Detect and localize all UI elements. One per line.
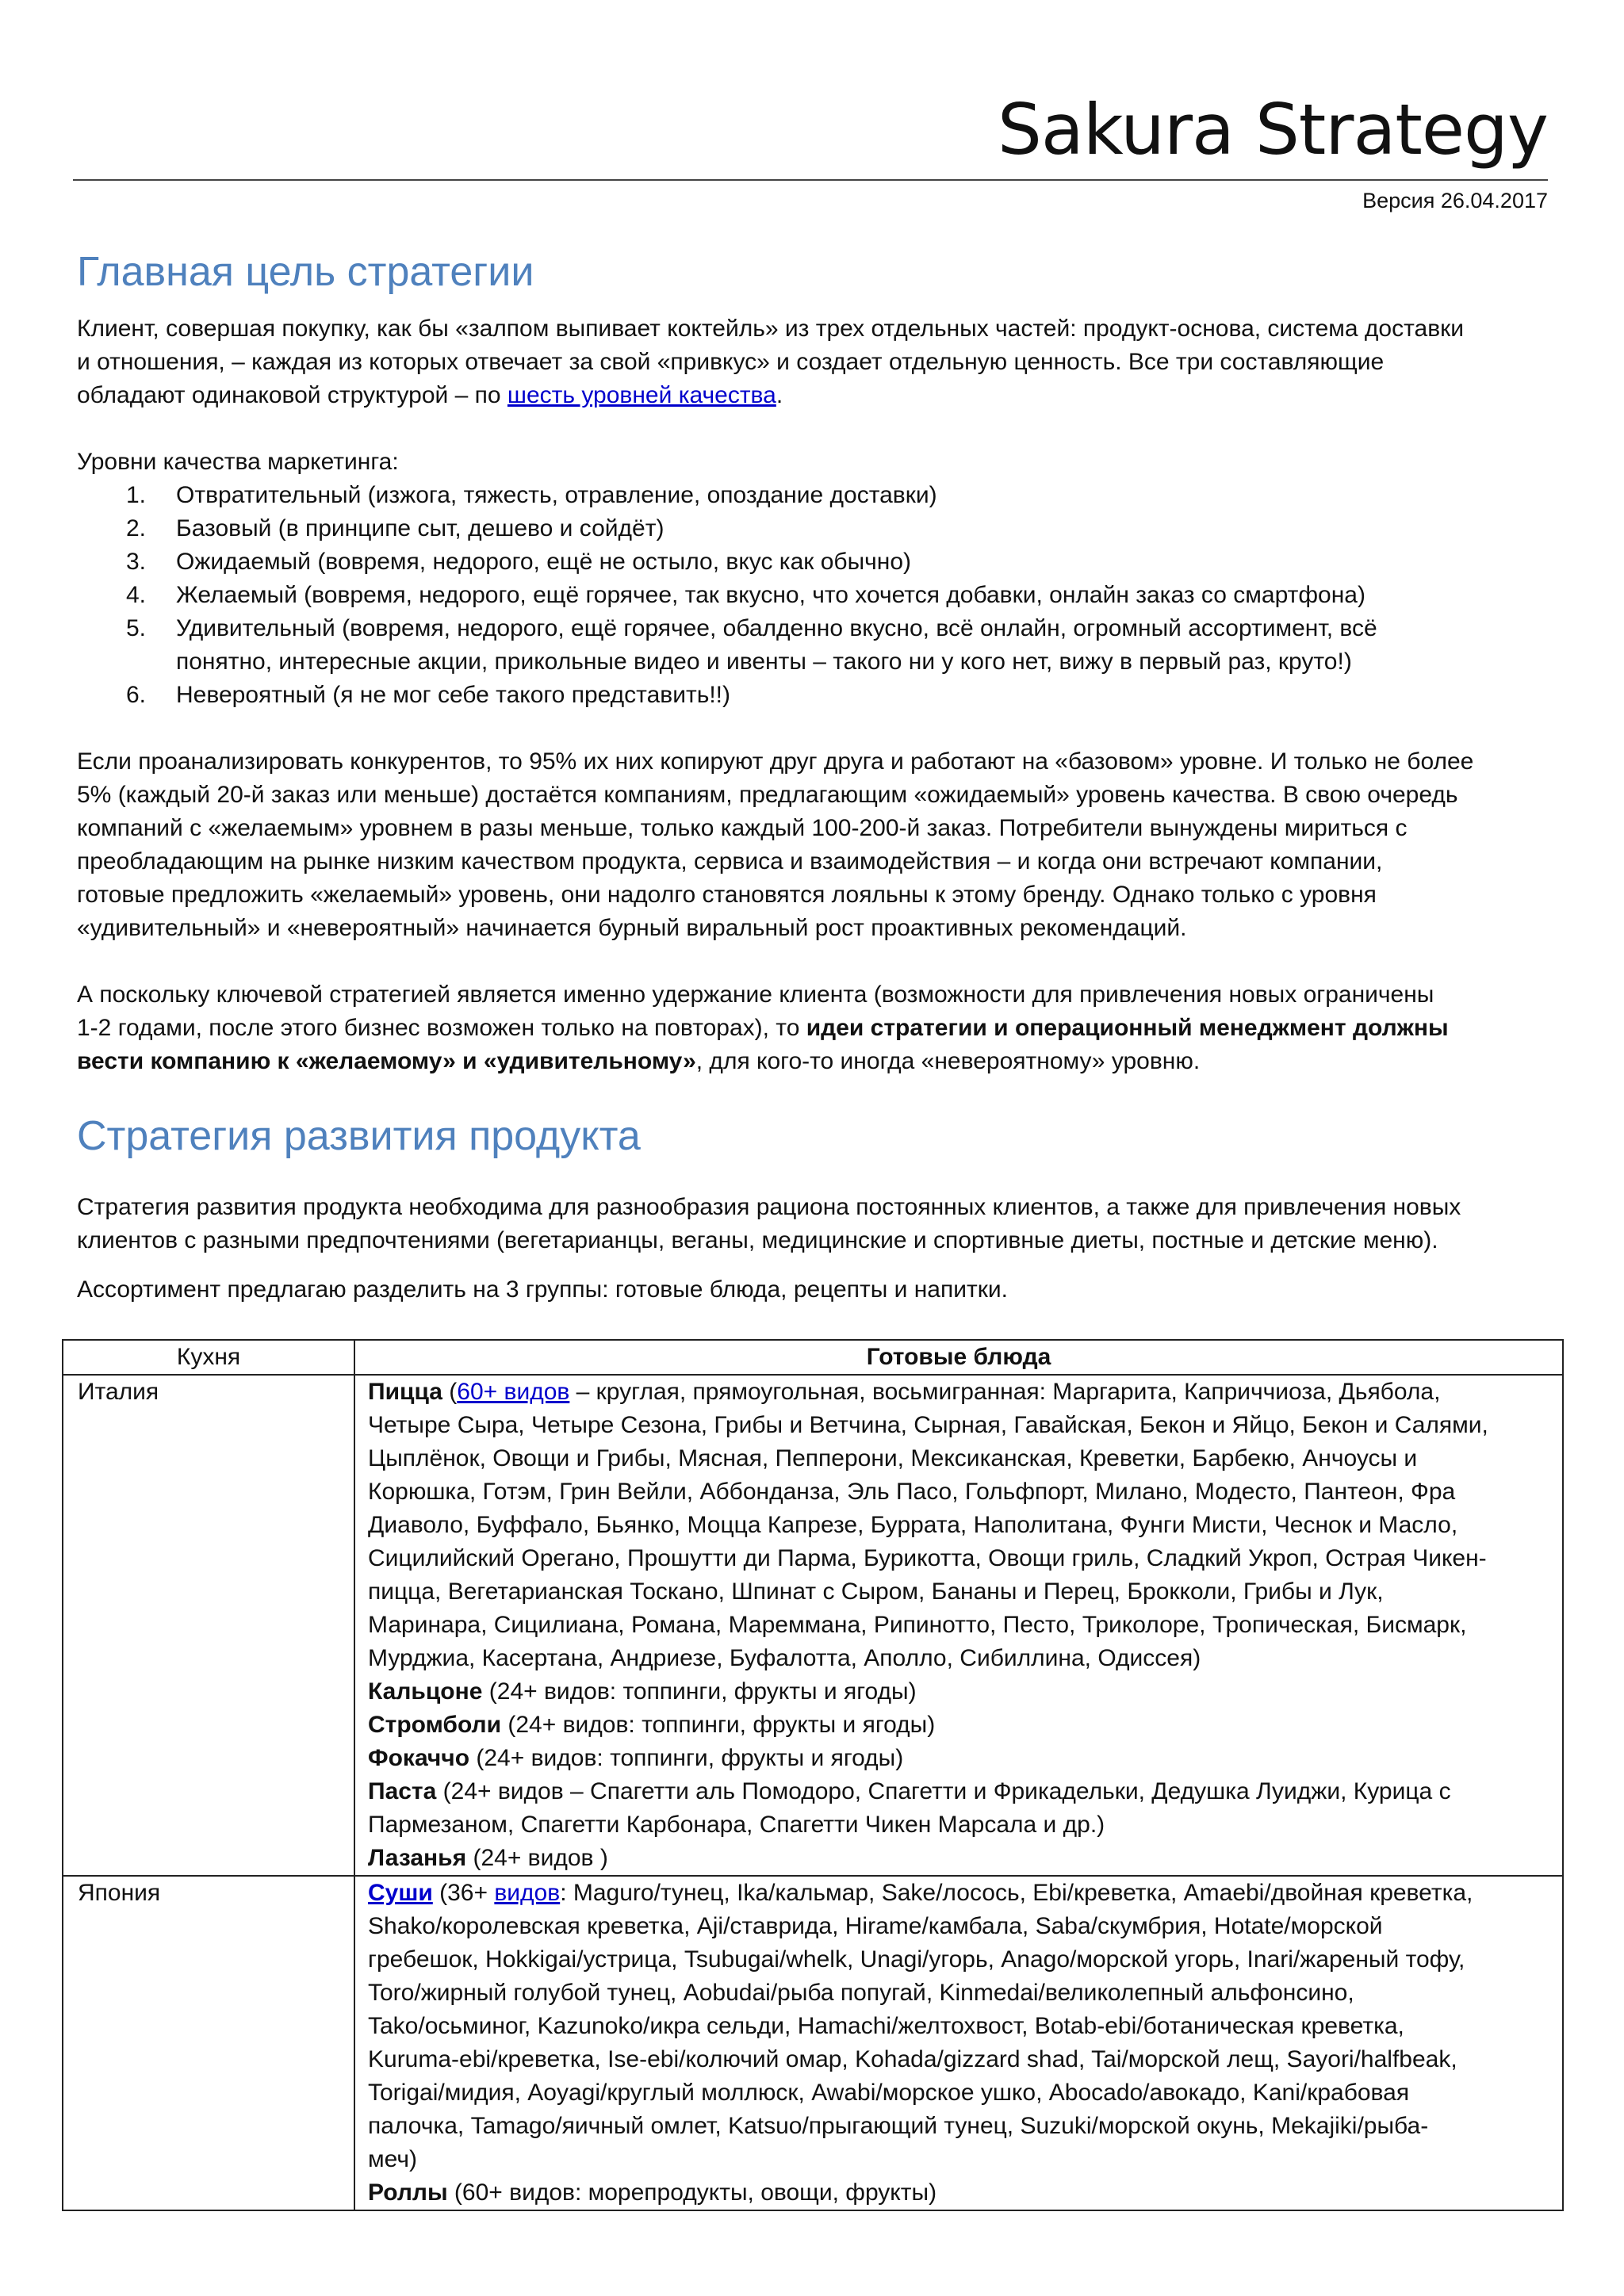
text-span: , для кого-то иногда «невероятному» уровню. [695,1048,1201,1074]
text-span: 1-2 годами, после этого бизнес возможен только на повторах), то [77,1015,806,1041]
text-line: Shako/королевская креветка, Aji/ставрида, Hirame/камбала, Saba/скумбрия, Hotate/морской [368,1913,1383,1939]
text-span: обладают одинаковой структурой – по [77,382,508,408]
column-header-dishes: Готовые блюда [354,1340,1563,1375]
text-line: Если проанализировать конкурентов, то 95% их них копируют друг друга и работают на «базовом» уровне. И только не более [77,748,1474,775]
text-span: (24+ видов ) [466,1845,608,1871]
text-line [368,1709,1549,1742]
text-line: палочка, Tamago/яичный омлет, Katsuo/прыгающий тунец, Suzuki/морской окунь, Mekajiki/рыба- [368,2113,1429,2139]
text-line: Сицилийский Орегано, Прошутти ди Парма, Бурикотта, Овощи гриль, Сладкий Укроп, Острая Чикен- [368,1545,1487,1571]
text-span: (24+ видов: топпинги, фрукты и ягоды) [482,1678,917,1705]
dish-title: Лазанья [368,1845,467,1871]
text-line: Пармезаном, Спагетти Карбонара, Спагетти Чикен Марсала и др.) [368,1812,1105,1838]
text-span: . [776,382,783,408]
assortment-table [62,1339,1564,2211]
list-item-text: Удивительный (вовремя, недорого, ещё горячее, обалденно вкусно, всё онлайн, огромный ассортимент, всё [176,615,1377,641]
quality-levels-list [77,479,1552,712]
list-item-text: Невероятный (я не мог себе такого представить!!) [176,682,730,708]
list-item [77,512,1552,545]
quality-levels-link[interactable]: шесть уровней качества [507,382,776,408]
text-line: «удивительный» и «невероятный» начинается бурный виральный рост проактивных рекомендаций. [77,915,1187,941]
dishes-cell [354,1375,1563,1876]
dish-title: Стромболи [368,1712,502,1738]
text-line: Torigai/мидия, Aoyagi/круглый моллюск, Awabi/морское ушко, Abocado/авокадо, Kani/крабовая [368,2080,1410,2106]
text-line [368,1877,1549,1910]
section-heading-main-goal: Главная цель стратегии [77,249,534,295]
table-header-row [63,1340,1563,1375]
text-line: и отношения, – каждая из которых отвечает за свой «привкус» и создает отдельную ценность. Все три составляющие [77,349,1385,375]
text-line [368,1675,1549,1709]
list-item-text: Базовый (в принципе сыт, дешево и сойдёт) [176,515,665,541]
text-line: А поскольку ключевой стратегией является именно удержание клиента (возможности для привлечения новых ограничены [77,982,1434,1008]
bold-text: идеи стратегии и операционный менеджмент должны [806,1015,1449,1041]
sushi-types-link[interactable]: видов [494,1880,561,1906]
text-line: гребешок, Hokkigai/устрица, Tsubugai/whelk, Unagi/угорь, Anago/морской угорь, Inari/жареный тофу, [368,1946,1465,1973]
list-number: 1. [126,482,147,508]
text-line [368,1742,1549,1775]
list-item [77,579,1552,612]
intro-paragraph [77,312,1552,412]
text-line: Корюшка, Готэм, Грин Вейли, Аббонданза, Эль Пасо, Гольфпорт, Милано, Модесто, Пантеон, Фра [368,1479,1456,1505]
text-line: Toro/жирный голубой тунец, Aobudai/рыба попугай, Kinmedai/великолепный альфонсино, [368,1980,1354,2006]
list-number: 5. [126,615,147,641]
text-line: компаний с «желаемым» уровнем в разы меньше, только каждый 100-200-й заказ. Потребители вынуждены мириться с [77,815,1408,841]
sushi-link[interactable]: Суши [368,1880,433,1906]
product-intro-paragraph [77,1191,1552,1257]
text-line: готовые предложить «желаемый» уровень, они надолго становятся лояльны к этому бренду. Однако только с уровня [77,882,1377,908]
list-item-text: Желаемый (вовремя, недорого, ещё горячее, так вкусно, что хочется добавки, онлайн заказ со смартфона) [176,582,1365,608]
text-line: Tako/осьминог, Kazunoko/икра сельди, Hamachi/желтохвост, Botab-ebi/ботаническая креветка, [368,2013,1404,2039]
pizza-types-link[interactable]: 60+ видов [457,1379,570,1405]
list-item-text: Отвратительный (изжога, тяжесть, отравление, опоздание доставки) [176,482,937,508]
list-item-text-continued: понятно, интересные акции, прикольные видео и ивенты – такого ни у кого нет, вижу в первый раз, круто!) [176,649,1352,675]
text-span: (24+ видов: топпинги, фрукты и ягоды) [469,1745,904,1771]
kitchen-cell: Италия [63,1375,354,1876]
text-line [368,1842,1549,1875]
dishes-cell [354,1876,1563,2210]
text-line: меч) [368,2146,417,2172]
text-line: Маринара, Сицилиана, Романа, Мареммана, Рипинотто, Песто, Триколоре, Тропическая, Бисмарк, [368,1612,1467,1638]
text-line: Kuruma-ebi/креветка, Ise-ebi/колючий омар, Kohada/gizzard shad, Tai/морской лещ, Sayori/halfbeak, [368,2046,1457,2072]
text-line: Цыплёнок, Овощи и Грибы, Мясная, Пепперони, Мексиканская, Креветки, Барбекю, Анчоусы и [368,1445,1418,1471]
column-header-kitchen: Кухня [63,1340,354,1375]
bold-text: вести компанию к «желаемому» и «удивительному» [77,1048,696,1074]
text-line [77,1012,1552,1045]
list-number: 3. [126,549,147,575]
document-title: Sakura Strategy [998,89,1548,170]
dish-title: Фокаччо [368,1745,470,1771]
text-line: Мурджиа, Касертана, Андриезе, Буфалотта, Аполло, Сибиллина, Одиссея) [368,1645,1201,1671]
text-line: Четыре Сыра, Четыре Сезона, Грибы и Ветчина, Сырная, Гавайская, Бекон и Яйцо, Бекон и Салями, [368,1412,1488,1438]
text-span: (24+ видов: топпинги, фрукты и ягоды) [501,1712,936,1738]
section-heading-product-strategy: Стратегия развития продукта [77,1113,641,1159]
dish-title: Роллы [368,2179,448,2206]
dish-title: Пицца [368,1379,442,1405]
text-line [368,1376,1549,1409]
text-line: 5% (каждый 20-й заказ или меньше) достаётся компаниям, предлагающим «ожидаемый» уровень качества. В свою очередь [77,782,1458,808]
text-span: – круглая, прямоугольная, восьмигранная: Маргарита, Каприччиоза, Дьябола, [569,1379,1441,1405]
list-number: 4. [126,582,147,608]
list-item [77,545,1552,579]
groups-paragraph: Ассортимент предлагаю разделить на 3 группы: готовые блюда, рецепты и напитки. [77,1276,1008,1303]
text-line [77,1045,1552,1078]
text-span: : Maguro/тунец, Ika/кальмар, Sake/лосось, Ebi/креветка, Amaebi/двойная креветка, [560,1880,1473,1906]
kitchen-cell: Япония [63,1876,354,2210]
text-line: преобладающим на рынке низким качеством продукта, сервиса и взаимодействия – и когда они встречают компании, [77,848,1383,874]
table-row [63,1876,1563,2210]
list-item [77,479,1552,512]
table-row [63,1375,1563,1876]
text-span: (60+ видов: морепродукты, овощи, фрукты) [447,2179,937,2206]
text-line [368,1775,1549,1808]
dish-title: Паста [368,1778,437,1804]
retention-paragraph [77,978,1552,1078]
list-number: 2. [126,515,147,541]
title-divider [73,179,1548,181]
text-span: ( [442,1379,458,1405]
text-line: клиентов с разными предпочтениями (вегетарианцы, веганы, медицинские и спортивные диеты, постные и детские меню). [77,1227,1438,1253]
text-span: (24+ видов – Спагетти аль Помодоро, Спагетти и Фрикадельки, Дедушка Луиджи, Курица с [436,1778,1451,1804]
text-line: Клиент, совершая покупку, как бы «залпом выпивает коктейль» из трех отдельных частей: продукт-основа, система доставки [77,316,1465,342]
text-line: Диаволо, Буффало, Бьянко, Моцца Капрезе, Буррата, Наполитана, Фунги Мисти, Чеснок и Масло, [368,1512,1458,1538]
text-line [77,379,1552,412]
list-item-text: Ожидаемый (вовремя, недорого, ещё не остыло, вкус как обычно) [176,549,912,575]
levels-label: Уровни качества маркетинга: [77,449,399,475]
list-item [77,679,1552,712]
competitors-paragraph [77,745,1552,945]
version-label: Версия 26.04.2017 [1362,189,1548,212]
text-line: пицца, Вегетарианская Тоскано, Шпинат с Сыром, Бананы и Перец, Брокколи, Грибы и Лук, [368,1578,1384,1605]
dish-title: Кальцоне [368,1678,483,1705]
list-item [77,612,1552,679]
list-number: 6. [126,682,147,708]
text-line [368,2176,1549,2210]
text-line: Стратегия развития продукта необходима для разнообразия рациона постоянных клиентов, а также для привлечения новых [77,1194,1461,1220]
text-span: (36+ [432,1880,495,1906]
